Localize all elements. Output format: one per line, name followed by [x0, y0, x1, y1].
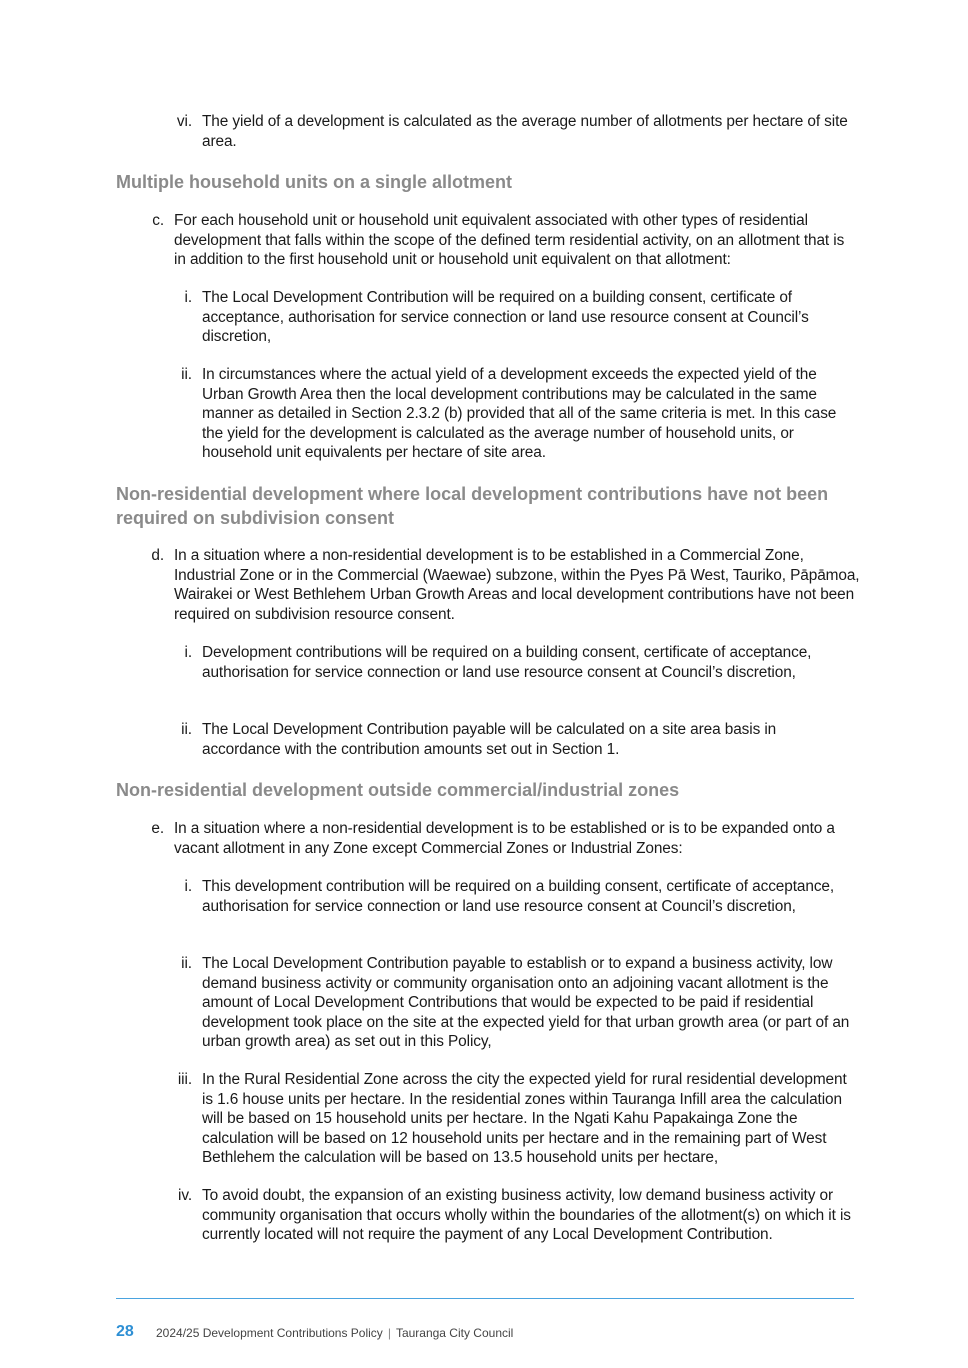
footer-separator: |	[387, 1326, 391, 1340]
list-marker: i.	[184, 644, 192, 661]
section-heading-non-residential-subdivision: Non-residential development where local development contributions have not been required on subdivision consent	[116, 484, 829, 528]
list-item-text: In circumstances where the actual yield of a development exceeds the expected yield of the Urban Growth Area then the local development contributions may be calculated in the same manner as detailed in Section 2.3.2 (b) provided that all of the same criteria is met. In this case the yield for the development is calculated as the average number of household units, or household unit equivalents per hectare of site area.	[202, 366, 837, 462]
list-marker: iii.	[177, 1071, 192, 1088]
list-marker: e.	[151, 820, 164, 837]
list-item-text: The yield of a development is calculated as the average number of allotments per hectare of site area.	[202, 113, 848, 150]
list-marker: ii.	[181, 721, 192, 738]
list-item-text: In a situation where a non-residential development is to be established in a Commercial Zone, Industrial Zone or in the Commercial (Waewae) subzone, within the Pyes Pā West, Tauriko, Pāpāmoa, Wairakei or West Bethlehem Urban Growth Areas and local development contributions have not been required on subdivision resource consent.	[174, 547, 860, 623]
footer-divider	[116, 1298, 854, 1299]
section-heading-multiple-household-units: Multiple household units on a single allotment	[116, 172, 513, 192]
document-title: 2024/25 Development Contributions Policy	[156, 1326, 383, 1340]
list-item-text: In a situation where a non-residential development is to be established or is to be expanded onto a vacant allotment in any Zone except Commercial Zones or Industrial Zones:	[174, 820, 835, 857]
page-number: 28	[116, 1323, 134, 1340]
list-marker: i.	[184, 878, 192, 895]
list-marker: vi.	[176, 113, 192, 130]
list-item-text: The Local Development Contribution payable will be calculated on a site area basis in accordance with the contribution amounts set out in Section 1.	[202, 721, 777, 758]
list-marker: c.	[152, 212, 164, 229]
list-item-text: Development contributions will be required on a building consent, certificate of acceptance, authorisation for service connection or land use resource consent at Council’s discretion,	[202, 644, 812, 681]
list-item-text: The Local Development Contribution will be required on a building consent, certificate of acceptance, authorisation for service connection or land use resource consent at Council’s discretion,	[202, 289, 809, 346]
list-item-text: The Local Development Contribution payable to establish or to expand a business activity, low demand business activity or community organisation onto an adjoining vacant allotment is the amount of Local Development Contributions that would be expected to be paid if residential development took place on the site at the expected yield for that urban growth area (or part of an urban growth area) as set out in this Policy,	[202, 955, 850, 1051]
list-item-text: To avoid doubt, the expansion of an existing business activity, low demand business activity or community organisation that occurs wholly within the boundaries of the allotment(s) on which it is currently located will not require the payment of any Local Development Contribution.	[202, 1187, 851, 1244]
footer-title	[156, 1326, 513, 1340]
list-item-text: In the Rural Residential Zone across the city the expected yield for rural residential development is 1.6 house units per hectare. In the residential zones within Tauranga Infill area the calculation will be based on 15 household units per hectare. In the Ngati Kahu Papakainga Zone the calculation will be based on 12 household units per hectare and in the remaining part of West Bethlehem the calculation will be based on 13.5 household units per hectare,	[202, 1071, 847, 1167]
list-marker: iv.	[178, 1187, 192, 1204]
organisation-name: Tauranga City Council	[395, 1326, 514, 1340]
list-marker: ii.	[181, 955, 192, 972]
list-item-text: For each household unit or household unit equivalent associated with other types of residential development that falls within the scope of the defined term residential activity, on an allotment that is in addition to the first household unit or household unit equivalent on that allotment:	[174, 212, 845, 269]
section-heading-non-residential-outside-zones: Non-residential development outside commercial/industrial zones	[116, 780, 680, 800]
list-marker: i.	[184, 289, 192, 306]
list-item-text: This development contribution will be required on a building consent, certificate of acceptance, authorisation for service connection or land use resource consent at Council’s discretion,	[202, 878, 835, 915]
list-marker: ii.	[181, 366, 192, 383]
list-marker: d.	[151, 547, 164, 564]
